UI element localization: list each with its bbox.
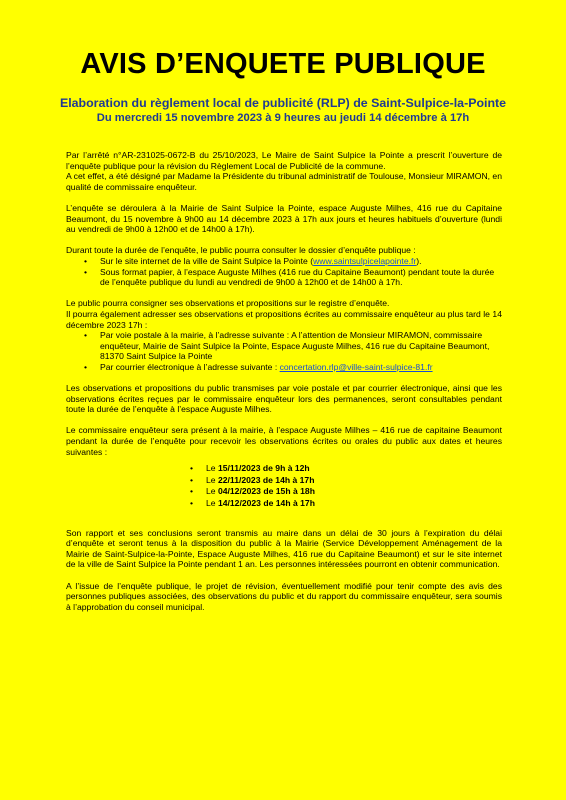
email-link[interactable]: concertation.rlp@ville-saint-sulpice-81.fr bbox=[279, 361, 433, 372]
list-item: • Le 15/11/2023 de 9h à 12h bbox=[206, 463, 502, 475]
paragraph-observations: Il pourra également adresser ses observations et propositions écrites au commissaire enquêteur au plus tard le 14 décembre 2023 17h : bbox=[66, 308, 502, 330]
enquiry-dates: Du mercredi 15 novembre 2023 à 9 heures au jeudi 14 décembre à 17h bbox=[96, 112, 470, 124]
paragraph-registre: Le public pourra consigner ses observations et propositions sur le registre d’enquête. bbox=[66, 298, 390, 309]
page-title: AVIS D’ENQUETE PUBLIQUE bbox=[80, 48, 486, 80]
consultation-list bbox=[66, 256, 502, 288]
list-item: • Sur le site internet de la ville de Saint Sulpice la Pointe (www.saintsulpicelapointe.fr). bbox=[100, 256, 502, 267]
website-link[interactable]: www.saintsulpicelapointe.fr bbox=[313, 255, 417, 266]
page-subtitle: Elaboration du règlement local de publicité (RLP) de Saint-Sulpice-la-Pointe bbox=[59, 96, 507, 110]
list-item: • Par courrier électronique à l’adresse suivante : concertation.rlp@ville-saint-sulpice-81.fr bbox=[100, 362, 502, 373]
paragraph-location: L’enquête se déroulera à la Mairie de Saint Sulpice la Pointe, espace Auguste Milhes, 416 rue du Capitaine Beaumont, du 15 novembre à 9h00 au 14 décembre 2023 à 17h aux jours et heures habituels d’ouverture (lundi au vendredi de 9h00 à 12h00 et de 14h00 à 17h). bbox=[66, 202, 502, 235]
paragraph-commissaire: A cet effet, a été désigné par Madame la Présidente du tribunal administratif de Toulouse, Monsieur MIRAMON, en qualité de commissaire enquêteur. bbox=[66, 171, 502, 192]
paragraph-consultation: Durant toute la durée de l’enquête, le public pourra consulter le dossier d’enquête publique : bbox=[66, 245, 416, 256]
paragraph-approbation: A l’issue de l’enquête publique, le projet de révision, éventuellement modifié pour tenir compte des avis des personnes publiques associées, des observations du public et du rapport du commissaire enquêteur, sera soumis à l’approbation du conseil municipal. bbox=[66, 580, 502, 612]
list-item: • Le 04/12/2023 de 15h à 18h bbox=[206, 486, 502, 498]
list-item: • Le 14/12/2023 de 14h à 17h bbox=[206, 498, 502, 510]
list-item: • Sous format papier, à l’espace Auguste Milhes (416 rue du Capitaine Beaumont) pendant toute la durée de l’enquête publique du lundi au vendredi de 9h00 à 12h00 et de 14h00 à 17h. bbox=[100, 267, 502, 288]
list-item: • Le 22/11/2023 de 14h à 17h bbox=[206, 475, 502, 487]
list-item: • Par voie postale à la mairie, à l’adresse suivante : A l’attention de Monsieur MIRAMON, commissaire enquêteur, Mairie de Saint Sulpice la Pointe, Espace Auguste Milhes, 416 rue du Capitaine Beaumont, 81370 Saint Sulpice la Pointe bbox=[100, 330, 502, 362]
paragraph-rapport: Son rapport et ses conclusions seront transmis au maire dans un délai de 30 jours à l’expiration du délai d’enquête et seront tenus à la disposition du public à la Mairie (Service Développement Aménagement de la Mairie de Saint-Sulpice-la-Pointe, Espace Auguste Milhes, 416 rue du Capitaine Beaumont) et sur le site internet de la ville de Saint Sulpice la Pointe pendant 1 an. Les personnes intéressées pourront en obtenir communication. bbox=[66, 527, 502, 570]
notice-body bbox=[66, 150, 502, 623]
paragraph-consultables: Les observations et propositions du public transmises par voie postale et par courrier électronique, ainsi que les observations écrites reçues par le commissaire enquêteur lors des permanences, seront consultables pendant toute la durée de l’enquête à l’espace Auguste Milhes. bbox=[66, 383, 502, 415]
paragraph-permanences: Le commissaire enquêteur sera présent à la mairie, à l’espace Auguste Milhes – 416 rue de capitaine Beaumont pendant la durée de l’enquête pour recevoir les observations écrites ou orales du public aux dates et heures suivantes : bbox=[66, 425, 502, 457]
permanences-list bbox=[66, 463, 502, 509]
paragraph-arrete: Par l’arrêté n°AR-231025-0672-B du 25/10/2023, Le Maire de Saint Sulpice la Pointe a prescrit l’ouverture de l’enquête publique pour la révision du Règlement Local de Publicité de la commune. bbox=[66, 150, 502, 171]
observations-list bbox=[66, 330, 502, 372]
